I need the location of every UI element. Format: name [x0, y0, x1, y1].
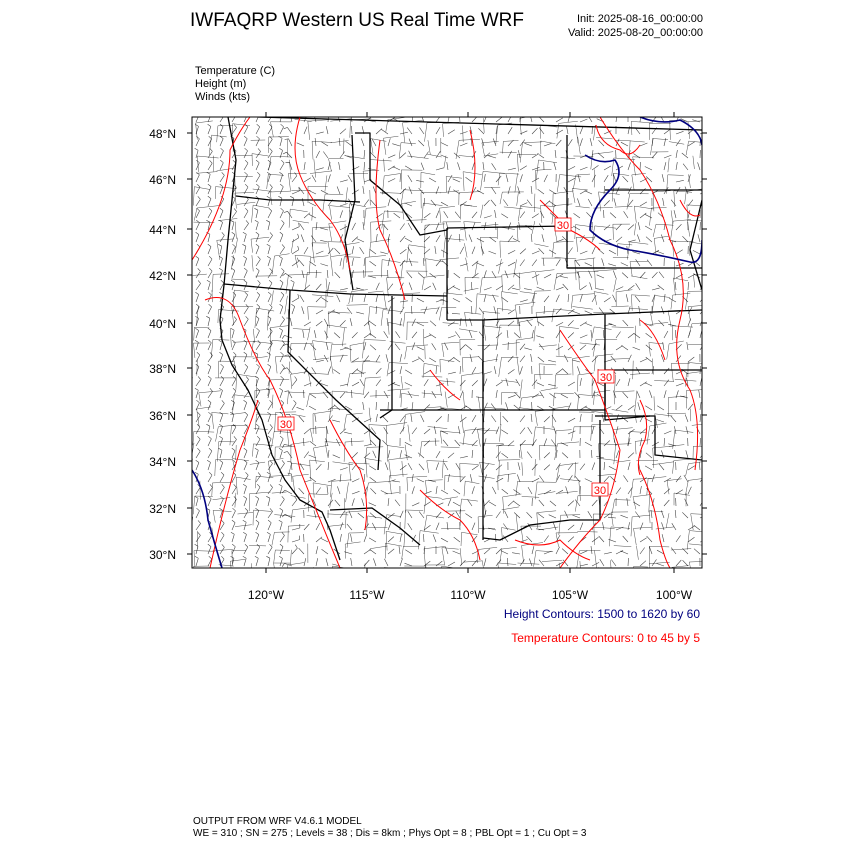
- lon-label-115: 115°W: [349, 588, 385, 602]
- lat-label-32: 32°N: [149, 502, 176, 516]
- lon-label-110: 110°W: [450, 588, 486, 602]
- temperature-contour: [640, 470, 670, 568]
- state-border: [288, 290, 380, 470]
- init-time: Init: 2025-08-16_00:00:00: [577, 13, 703, 25]
- state-border: [605, 310, 702, 314]
- variable-temperature: Temperature (C): [195, 65, 276, 77]
- lat-label-46: 46°N: [149, 173, 176, 187]
- temperature-contour: [295, 117, 350, 270]
- temp-label: 30: [556, 220, 570, 232]
- footer-model: OUTPUT FROM WRF V4.6.1 MODEL: [193, 816, 362, 827]
- temperature-contour: [640, 320, 665, 360]
- wind-barbs: [195, 112, 708, 567]
- valid-time: Valid: 2025-08-20_00:00:00: [568, 27, 703, 39]
- state-border: [258, 117, 702, 130]
- lon-label-100: 100°W: [655, 588, 693, 602]
- footer-config: WE = 310 ; SN = 275 ; Levels = 38 ; Dis = 8km ; Phys Opt = 8 ; PBL Opt = 1 ; Cu Opt = 3: [193, 828, 587, 839]
- lat-label-48: 48°N: [149, 127, 176, 141]
- state-border: [224, 284, 447, 296]
- temperature-contour-legend: Temperature Contours: 0 to 45 by 5: [511, 631, 700, 645]
- state-border: [330, 508, 420, 545]
- temperature-contour: [470, 130, 475, 200]
- state-border: [447, 320, 483, 410]
- state-border: [447, 226, 605, 268]
- state-border: [483, 314, 605, 320]
- temp-label: 30: [599, 372, 613, 384]
- temperature-contour: [376, 140, 405, 300]
- temp-label: 30: [279, 419, 293, 431]
- axis-ticks: [187, 112, 707, 573]
- lat-label-42: 42°N: [149, 269, 176, 283]
- state-border: [380, 296, 392, 418]
- height-contour: [585, 155, 702, 262]
- height-contour-legend: Height Contours: 1500 to 1620 by 60: [503, 607, 700, 621]
- state-border: [355, 133, 447, 235]
- state-border: [380, 410, 483, 540]
- lat-label-36: 36°N: [149, 409, 176, 423]
- wind-barb: [195, 112, 708, 567]
- lat-label-34: 34°N: [149, 455, 176, 469]
- map-frame: [192, 117, 702, 568]
- height-contours: [192, 117, 702, 568]
- state-border: [605, 314, 650, 420]
- temperature-contour: [680, 200, 700, 216]
- temperature-contour: [638, 400, 646, 475]
- lon-label-105: 105°W: [551, 588, 589, 602]
- temperature-contour: [330, 420, 367, 530]
- variable-height: Height (m): [195, 78, 247, 90]
- temperature-contour: [205, 298, 340, 569]
- variable-winds: Winds (kts): [195, 91, 250, 103]
- lat-label-38: 38°N: [149, 362, 176, 376]
- plot-title: IWFAQRP Western US Real Time WRF: [190, 10, 524, 31]
- state-border: [236, 196, 360, 202]
- lat-label-44: 44°N: [149, 223, 176, 237]
- state-border: [345, 135, 355, 290]
- lat-label-40: 40°N: [149, 317, 176, 331]
- height-contour: [192, 470, 222, 568]
- map-area: [190, 112, 714, 587]
- temp-label: 30: [593, 485, 607, 497]
- state-border: [483, 420, 600, 540]
- lon-label-120: 120°W: [247, 588, 285, 602]
- state-borders: [220, 117, 702, 560]
- temperature-contours: [192, 117, 700, 568]
- temperature-contour: [192, 117, 250, 260]
- lat-label-30: 30°N: [149, 548, 176, 562]
- temperature-contour: [600, 117, 698, 470]
- temperature-contour: [596, 125, 640, 154]
- temperature-contour: [560, 330, 620, 568]
